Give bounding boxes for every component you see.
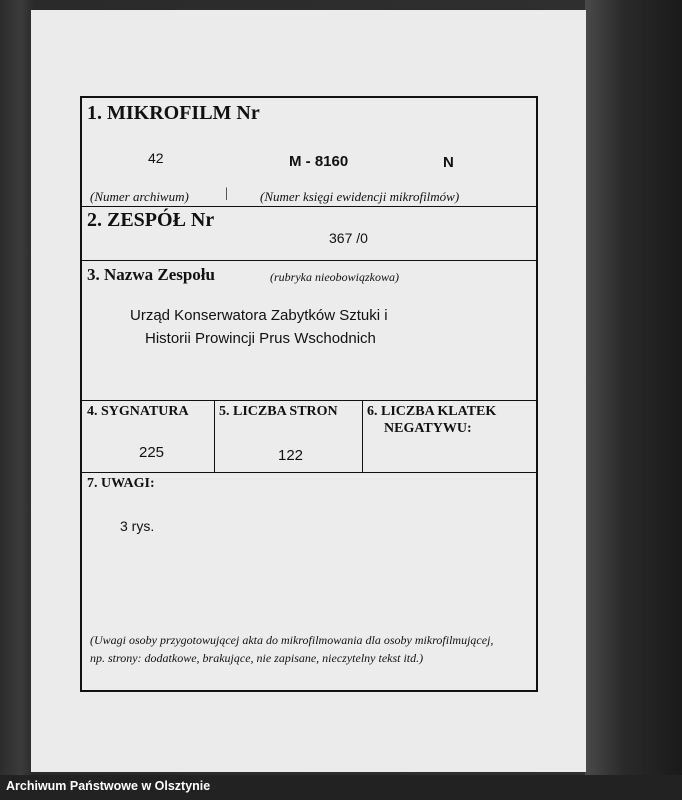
column-divider-1 bbox=[214, 400, 215, 472]
archive-number: 42 bbox=[148, 150, 164, 166]
zespol-name-label: 3. Nazwa Zespołu bbox=[87, 265, 215, 284]
caption-separator: | bbox=[225, 186, 228, 201]
uwagi-label: 7. UWAGI: bbox=[87, 476, 155, 491]
divider-1 bbox=[82, 206, 536, 207]
caption-register-number: (Numer księgi ewidencji mikrofilmów) bbox=[260, 189, 460, 204]
column-divider-2 bbox=[362, 400, 363, 472]
zespol-name-line2: Historii Prowincji Prus Wschodnich bbox=[145, 330, 376, 347]
sygnatura-label: 4. SYGNATURA bbox=[87, 404, 189, 419]
caption-archive-number: (Numer archiwum) bbox=[90, 189, 189, 204]
liczba-stron-value: 122 bbox=[278, 447, 304, 464]
mikrofilm-label: 1. MIKROFILM Nr bbox=[87, 102, 260, 124]
zespol-label: 2. ZESPÓŁ Nr bbox=[87, 209, 215, 231]
uwagi-footnote-line1: (Uwagi osoby przygotowującej akta do mikrofilmowania dla osoby mikrofilmującej, bbox=[90, 633, 494, 647]
register-suffix: N bbox=[443, 154, 454, 171]
archive-name: Archiwum Państwowe w Olsztynie bbox=[6, 779, 211, 793]
register-number: M - 8160 bbox=[289, 153, 349, 170]
microfilm-card bbox=[80, 96, 538, 692]
zespol-number: 367 /0 bbox=[329, 230, 368, 246]
divider-4 bbox=[82, 472, 536, 473]
liczba-klatek-label: 6. LICZBA KLATEK bbox=[367, 404, 497, 419]
uwagi-value: 3 rys. bbox=[120, 518, 155, 534]
uwagi-footnote-line2: np. strony: dodatkowe, brakujące, nie zapisane, nieczytelny tekst itd.) bbox=[90, 651, 424, 665]
sygnatura-value: 225 bbox=[139, 444, 165, 461]
divider-2 bbox=[82, 260, 536, 261]
zespol-name-note: (rubryka nieobowiązkowa) bbox=[270, 270, 399, 284]
liczba-stron-label: 5. LICZBA STRON bbox=[219, 404, 338, 419]
archive-footer bbox=[0, 775, 682, 800]
zespol-name-line1: Urząd Konserwatora Zabytków Sztuki i bbox=[130, 307, 388, 324]
divider-3 bbox=[82, 400, 536, 401]
negatywu-label: NEGATYWU: bbox=[384, 421, 472, 436]
film-edge bbox=[585, 0, 682, 775]
